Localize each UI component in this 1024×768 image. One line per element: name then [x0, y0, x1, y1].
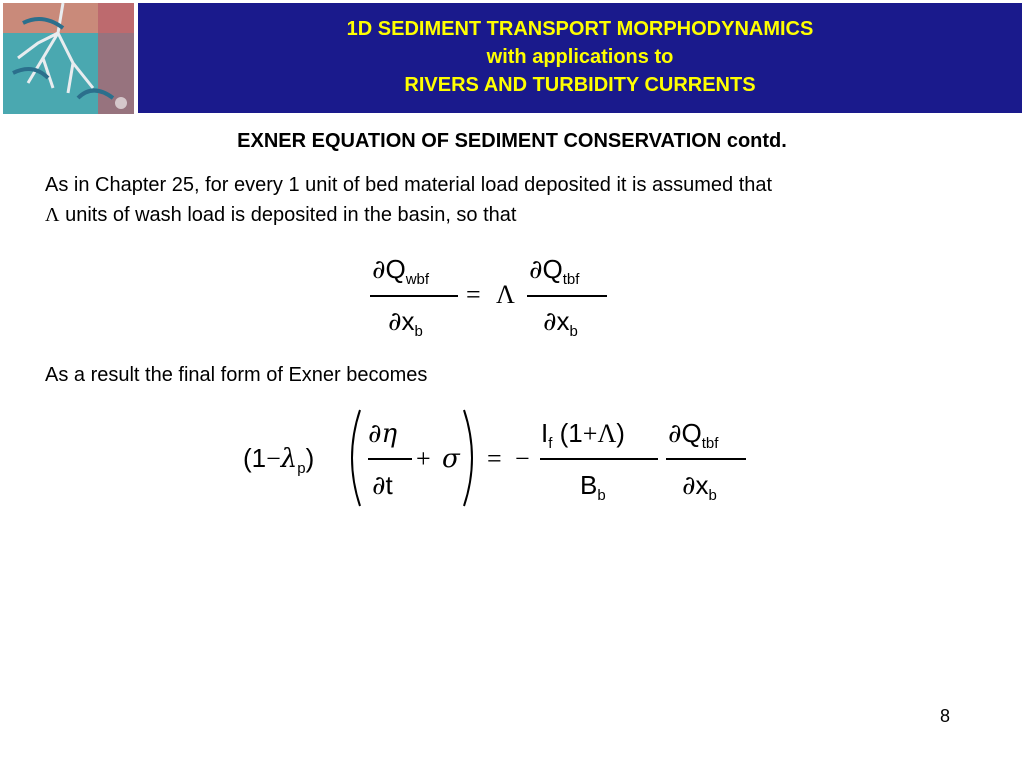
- eq1-right-numerator: $\partial Q_{tbf}$: [529, 254, 580, 288]
- title-banner: [138, 3, 1022, 113]
- eq2-time-fraction-bar: [368, 458, 412, 460]
- title-line-1: 1D SEDIMENT TRANSPORT MORPHODYNAMICS: [346, 18, 814, 40]
- eq1-lambda: Λ: [496, 280, 515, 309]
- page-number: 8: [940, 706, 951, 726]
- eq2-load-fraction-bar: [666, 458, 746, 460]
- eq1-left-fraction-bar: [370, 295, 458, 297]
- title-line-2: with applications to: [486, 46, 674, 68]
- paragraph-2: As a result the final form of Exner becomes: [45, 364, 428, 386]
- eq2-plus: +: [416, 444, 431, 473]
- paragraph-1-lambda: Λ: [45, 204, 60, 226]
- eq2-width-denominator: $B_b$: [580, 470, 606, 504]
- eq2-sigma: σ: [442, 444, 460, 474]
- river-delta-image: [3, 3, 134, 114]
- eq1-left-denominator: $\partial x_b$: [388, 306, 423, 340]
- paragraph-1-text-b: units of wash load is deposited in the basin, so that: [59, 204, 517, 226]
- eq1-right-fraction-bar: [527, 295, 607, 297]
- slide-heading: EXNER EQUATION OF SEDIMENT CONSERVATION contd.: [237, 130, 787, 152]
- paragraph-1: [45, 170, 995, 230]
- paragraph-1-text-a: As in Chapter 25, for every 1 unit of bed material load deposited it is assumed that: [45, 174, 773, 196]
- eq2-negative-sign: −: [515, 444, 530, 473]
- eq2-porosity-term: $(1-\lambda_p)$: [243, 443, 315, 477]
- eq2-load-denominator: $\partial x_b$: [682, 470, 717, 504]
- eq2-time-denominator: ∂t: [372, 470, 393, 501]
- eq1-equals: =: [466, 280, 481, 309]
- eq2-right-big-paren: [460, 408, 482, 508]
- title-line-3: RIVERS AND TURBIDITY CURRENTS: [404, 74, 756, 96]
- eq1-right-denominator: $\partial x_b$: [543, 306, 578, 340]
- eq2-eta-numerator: ∂η: [368, 419, 398, 449]
- logo-frame: [0, 0, 138, 118]
- eq2-intermittency-numerator: $I_f$ (1+Λ): [541, 418, 625, 452]
- eq2-left-big-paren: [342, 408, 364, 508]
- eq2-equals: =: [487, 444, 502, 473]
- eq2-width-fraction-bar: [540, 458, 658, 460]
- eq2-load-numerator: $\partial Q_{tbf}$: [668, 418, 719, 452]
- eq1-left-numerator: $\partial Q_{wbf}$: [372, 254, 430, 288]
- slide-header: [0, 0, 1024, 118]
